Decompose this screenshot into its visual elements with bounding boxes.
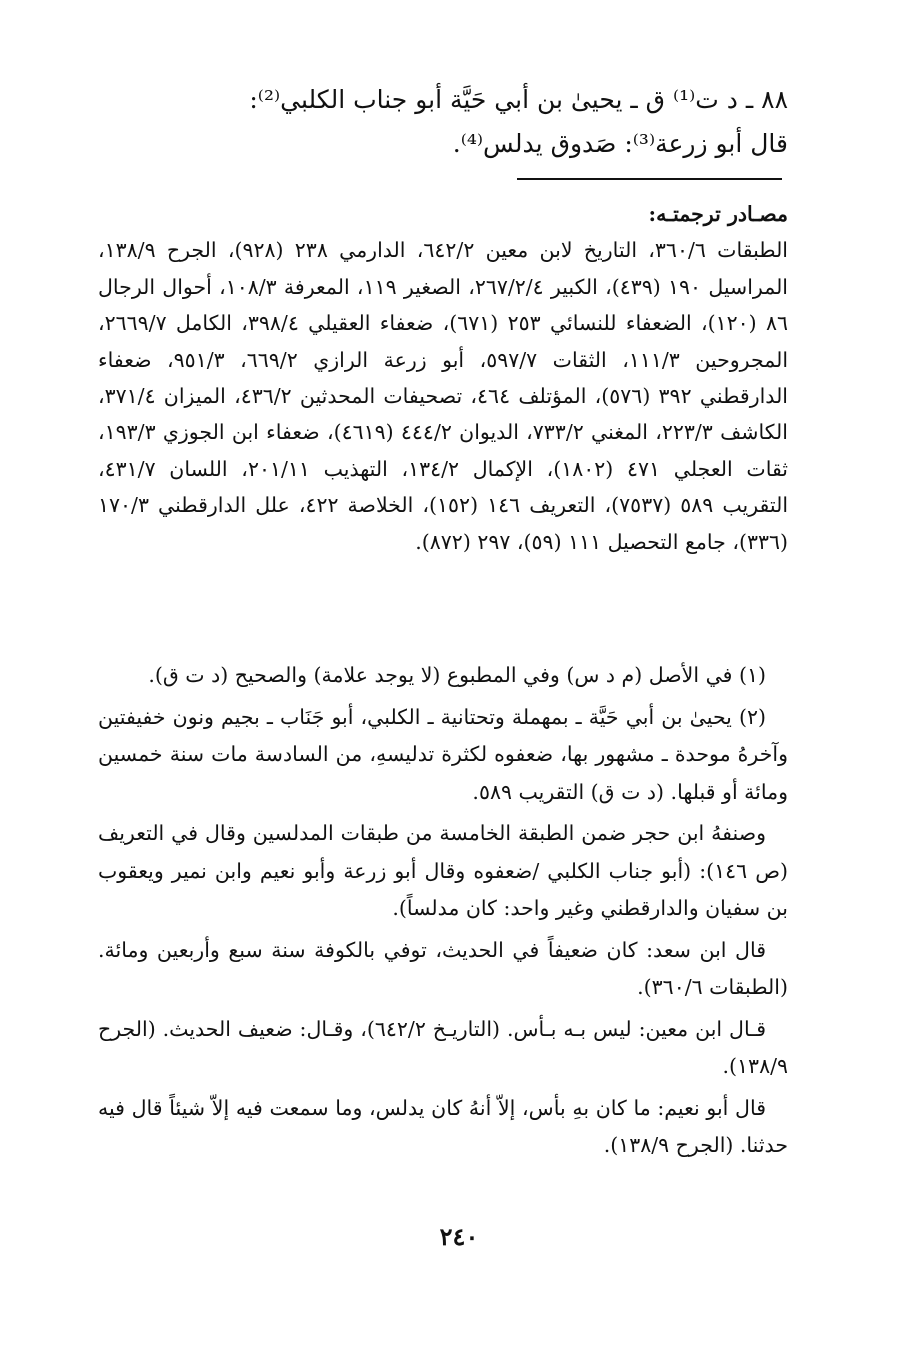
- footnote-separator: [517, 178, 782, 180]
- sources-heading: مصـادر ترجمتـه:: [648, 202, 788, 226]
- page-number: ٢٤٠: [439, 1222, 479, 1251]
- footnotes: [98, 657, 788, 1169]
- entry-heading: ٨٨ ـ د ت⁽¹⁾ ق ـ يحيىٰ بن أبي حَيَّة أبو جناب الكلبي⁽²⁾:: [249, 85, 788, 114]
- footnote-2-paragraph: قال ابن سعد: كان ضعيفاً في الحديث، توفي بالكوفة سنة سبع وأربعين ومائة. (الطبقات ٣٦٠/٦).: [98, 937, 788, 999]
- footnote-2-paragraph: قـال ابن معين: ليس بـه بـأس. (التاريـخ ٦٤٢/٢)، وقـال: ضعيف الحديث. (الجرح ١٣٨/٩).: [98, 1016, 788, 1078]
- footnote-2-paragraph: قال أبو نعيم: ما كان بهِ بأس، إلاّ أنهُ كان يدلس، وما سمعت فيه إلاّ شيئاً قال فيه حدثنا. (الجرح ١٣٨/٩).: [98, 1095, 788, 1157]
- narrator-entry: [98, 78, 788, 166]
- entry-verdict: قال أبو زرعة⁽³⁾: صَدوق يدلس⁽⁴⁾.: [452, 129, 788, 158]
- footnote-2-paragraph: وصنفهُ ابن حجر ضمن الطبقة الخامسة من طبقات المدلسين وقال في التعريف (ص ١٤٦): (أبو جناب الكلبي /ضعفوه وقال أبو زرعة وأبو نعيم وابن نمير ويعقوب بن سفيان والدارقطني وغير واحد: كان مدلساً).: [98, 821, 788, 920]
- sources-list: الطبقات ٣٦٠/٦، التاريخ لابن معين ٦٤٢/٢، الدارمي ٢٣٨ (٩٢٨)، الجرح ١٣٨/٩، المراسيل ١٩٠ (٤٣٩)، الكبير ٢٦٧/٢/٤، الصغير ١١٩، المعرفة ١٠٨/٣، أحوال الرجال ٨٦ (١٢٠)، الضعفاء للنسائي ٢٥٣ (٦٧١)، ضعفاء العقيلي ٣٩٨/٤، الكامل ٢٦٦٩/٧، المجروحين ١١١/٣، الثقات ٥٩٧/٧، أبو زرعة الرازي ٦٦٩/٢، ٩٥١/٣، ضعفاء الدارقطني ٣٩٢ (٥٧٦)، المؤتلف ٤٦٤، تصحيفات المحدثين ٤٣٦/٢، الميزان ٣٧١/٤، الكاشف ٢٢٣/٣، المغني ٧٣٣/٢، الديوان ٤٤٤/٢ (٤٦١٩)، ضعفاء ابن الجوزي ١٩٣/٣، ثقات العجلي ٤٧١ (١٨٠٢)، الإكمال ١٣٤/٢، التهذيب ٢٠١/١١، اللسان ٤٣١/٧، التقريب ٥٨٩ (٧٥٣٧)، التعريف ١٤٦ (١٥٢)، الخلاصة ٤٢٢، علل الدارقطني ١٧٠/٣ (٣٣٦)، جامع التحصيل ١١١ (٥٩)، ٢٩٧ (٨٧٢).: [98, 238, 789, 554]
- footnote-1: (١) في الأصل (م د س) وفي المطبوع (لا يوجد علامة) والصحيح (د ت ق).: [148, 663, 766, 687]
- footnote-2: (٢) يحيىٰ بن أبي حَيَّة ـ بمهملة وتحتانية ـ الكلبي، أبو جَنَاب ـ بجيم ونون خفيفتين وآخرهُ موحدة ـ مشهور بها، ضعفوه لكثرة تدليسهِ، من السادسة مات سنة خمسين ومائة أو قبلها. (د ت ق) التقريب ٥٨٩.: [98, 704, 788, 804]
- sources-section: [98, 196, 788, 560]
